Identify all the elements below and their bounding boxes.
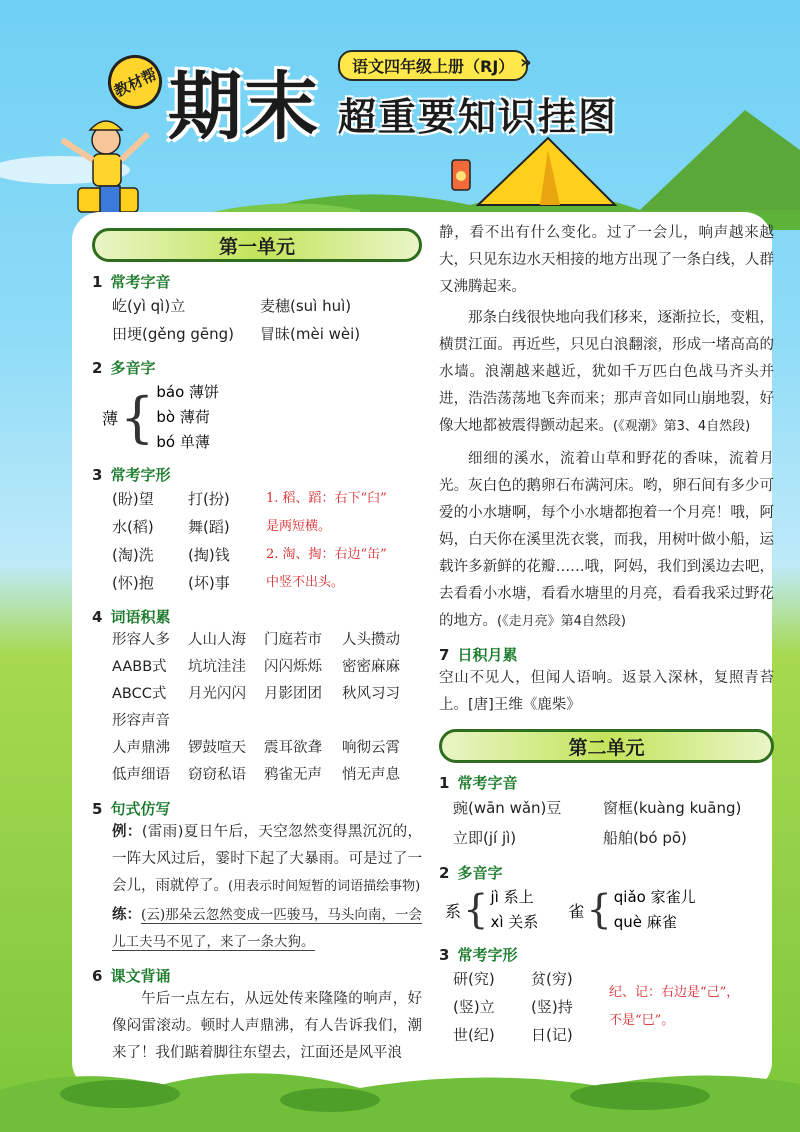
note-block xyxy=(609,979,739,1049)
vocab-cell: ABCC式 xyxy=(112,686,167,702)
note-line: 是两短横。 xyxy=(266,519,332,534)
list-item xyxy=(112,292,422,320)
glyph-item: 世(纪) xyxy=(453,1026,495,1044)
paragraph-text: 细细的溪水，流着山草和野花的香味，流着月光。灰白色的鹅卵石布满河床。哟，卵石间有多少可爱的小水塘啊，每个小水塘都抱着一个月亮！哦，阿妈，白天你在溪里洗衣裳，而我，用树叶做小船，运载许多新鲜的花瓣……哦，阿妈，我们到溪边去吧，去看看小水塘，看看水塘里的月亮，看看我采过野花的地方。 xyxy=(439,451,774,629)
section-heading xyxy=(92,798,422,819)
vocab-cell: 闪闪烁烁 xyxy=(264,659,322,675)
section-heading xyxy=(92,357,422,378)
list-item xyxy=(453,823,774,853)
pronunciation-item: 冒昧(mèi wèi) xyxy=(260,325,361,343)
section-heading xyxy=(92,606,422,627)
vocab-cell: 锣鼓喧天 xyxy=(188,740,246,756)
content-panel xyxy=(72,212,772,1090)
recitation-paragraph xyxy=(439,305,774,440)
vocab-cell: 形容声音 xyxy=(112,713,170,729)
poem-text: 空山不见人，但闻人语响。返景入深林，复照青苔上。[唐]王维《鹿柴》 xyxy=(439,670,774,713)
glyph-item: (盼)望 xyxy=(112,490,154,508)
section-title: 课文背诵 xyxy=(110,967,171,985)
example-note: (用表示时间短暂的词语描绘事物) xyxy=(228,879,421,894)
chevron-right-icon: » xyxy=(520,52,532,73)
section-number: 2 xyxy=(92,358,103,377)
section-number: 4 xyxy=(92,607,103,626)
pronunciation-item: 豌(wān wǎn)豆 xyxy=(453,799,562,817)
recitation-paragraph: 午后一点左右，从远处传来隆隆的响声，好像闷雷滚动。顿时人声鼎沸，有人告诉我们，潮来了！我们踮着脚往东望去，江面还是风平浪 xyxy=(112,991,422,1061)
grass-decor xyxy=(0,1060,800,1132)
vocab-cell: 月光闪闪 xyxy=(188,686,246,702)
section-title: 多音字 xyxy=(457,864,503,882)
section-number: 7 xyxy=(439,645,450,664)
mountain-right xyxy=(640,110,800,210)
polyphone-row xyxy=(445,883,774,935)
brace-icon: { xyxy=(120,385,155,449)
vocab-cell: 人山人海 xyxy=(188,632,246,648)
section-number: 6 xyxy=(92,966,103,985)
note-block xyxy=(266,485,387,597)
vocab-cell: 震耳欲聋 xyxy=(264,740,322,756)
section-title: 日积月累 xyxy=(457,646,518,664)
list-item xyxy=(453,793,774,823)
section-number: 5 xyxy=(92,799,103,818)
vocab-cell: 低声细语 xyxy=(112,767,170,783)
practice-paragraph xyxy=(112,902,422,956)
vocab-cell: 人声鼎沸 xyxy=(112,740,170,756)
brace-icon: { xyxy=(586,887,612,933)
glyph-item: (竖)立 xyxy=(453,998,495,1016)
list-item: què 麻雀 xyxy=(613,913,677,931)
vocab-cell: AABB式 xyxy=(112,659,167,675)
section-heading xyxy=(92,271,422,292)
vocab-cell: 形容人多 xyxy=(112,632,170,648)
vocab-cell: 悄无声息 xyxy=(342,767,400,783)
section-number: 3 xyxy=(439,945,450,964)
example-label: 例： xyxy=(112,824,142,840)
vocab-cell: 秋风习习 xyxy=(342,686,400,702)
page-title: 期末 xyxy=(168,64,320,150)
list-item: xì 关系 xyxy=(490,913,539,931)
vocab-cell: 密密麻麻 xyxy=(342,659,400,675)
note-line: 1. 稻、蹈：右下“臼” xyxy=(266,491,387,506)
list-item: bò 薄荷 xyxy=(156,408,210,426)
pronunciation-item: 立即(jí jì) xyxy=(453,829,517,847)
section-title: 常考字形 xyxy=(110,466,171,484)
example-text: (雷雨)夏日午后，天空忽然变得黑沉沉的，一阵大风过后，霎时下起了大暴雨。可是过了一会儿，雨就停了。 xyxy=(112,824,423,894)
glyph-item: 贫(穷) xyxy=(531,970,573,988)
polyphone-group xyxy=(568,885,695,935)
section-title: 常考字音 xyxy=(457,774,518,792)
practice-label: 练： xyxy=(112,907,142,923)
glyph-item: (淘)洗 xyxy=(112,546,154,564)
section-heading xyxy=(439,772,774,793)
paragraph-text: 那条白线很快地向我们移来，逐渐拉长，变粗，横贯江面。再近些，只见白浪翻滚，形成一堵高高的水墙。浪潮越来越近，犹如千万匹白色战马齐头并进，浩浩荡荡地飞奔而来；那声音如同山崩地裂，好像大地都被震得颤动起来。 xyxy=(439,310,774,434)
note-line: 2. 淘、掏：右边“缶” xyxy=(266,547,387,562)
section-title: 句式仿写 xyxy=(110,800,171,818)
source-note: (《观潮》第3、4自然段) xyxy=(613,419,751,434)
unit1-banner: 第一单元 xyxy=(92,228,422,262)
section-number: 1 xyxy=(92,272,103,291)
glyph-item: 研(究) xyxy=(453,970,495,988)
glyph-item: 日(记) xyxy=(531,1026,573,1044)
polyphone-group xyxy=(445,885,538,935)
vocab-cell: 鸦雀无声 xyxy=(264,767,322,783)
note-line: 中竖不出头。 xyxy=(266,575,345,590)
section-title: 词语积累 xyxy=(110,608,171,626)
pronunciation-item: 窗框(kuàng kuāng) xyxy=(603,799,742,817)
list-item: bó 单薄 xyxy=(156,433,210,451)
brace-icon: { xyxy=(463,887,489,933)
right-column xyxy=(439,220,774,1049)
vocab-cell: 月影团团 xyxy=(264,686,322,702)
polyphone-group xyxy=(102,380,422,455)
section-number: 1 xyxy=(439,773,450,792)
section-title: 常考字形 xyxy=(457,946,518,964)
glyph-item: (坏)事 xyxy=(188,574,230,592)
glyph-item: (竖)持 xyxy=(531,998,573,1016)
polyphone-char: 雀 xyxy=(568,901,585,921)
section-number: 2 xyxy=(439,863,450,882)
vocab-cell: 响彻云霄 xyxy=(342,740,400,756)
recitation-paragraph: 静，看不出有什么变化。过了一会儿，响声越来越大，只见东边水天相接的地方出现了一条白线，人群又沸腾起来。 xyxy=(439,225,774,295)
recitation-paragraph xyxy=(439,446,774,635)
vocab-cell: 人头攒动 xyxy=(342,632,400,648)
badge-logo: 教材帮 xyxy=(99,46,171,118)
source-note: (《走月亮》第4自然段) xyxy=(497,614,626,629)
section-number: 3 xyxy=(92,465,103,484)
vocab-table xyxy=(112,627,422,789)
section-title: 常考字音 xyxy=(110,273,171,291)
vocab-cell: 窃窃私语 xyxy=(188,767,246,783)
glyph-item: (怀)抱 xyxy=(112,574,154,592)
unit2-banner: 第二单元 xyxy=(439,729,774,763)
vocab-cell: 坑坑洼洼 xyxy=(188,659,246,675)
pronunciation-item: 田埂(gěng gēng) xyxy=(112,325,235,343)
list-item xyxy=(112,320,422,348)
page-subtitle: 超重要知识挂图 xyxy=(338,95,619,139)
left-column xyxy=(92,212,422,1067)
glyph-item: 水(稻) xyxy=(112,518,154,536)
glyph-block xyxy=(112,485,422,597)
glyph-item: 舞(蹈) xyxy=(188,518,230,536)
note-line: 纪、记：右边是“己”， xyxy=(609,985,740,1000)
practice-text: (云)那朵云忽然变成一匹骏马，马头向南，一会儿工夫马不见了，来了一条大狗。 xyxy=(112,907,422,950)
vocab-cell: 门庭若市 xyxy=(264,632,322,648)
list-item: jì 系上 xyxy=(490,888,534,906)
pronunciation-item: 船舶(bó pō) xyxy=(603,829,687,847)
section-heading xyxy=(439,862,774,883)
polyphone-lines xyxy=(156,380,219,455)
pronunciation-item: 屹(yì qì)立 xyxy=(112,297,186,315)
list-item: qiǎo 家雀儿 xyxy=(613,888,696,906)
section-heading xyxy=(92,464,422,485)
polyphone-char: 薄 xyxy=(102,409,119,428)
section-heading xyxy=(92,965,422,986)
subject-label: 语文四年级上册（RJ） xyxy=(338,50,528,81)
glyph-item: 打(扮) xyxy=(188,490,230,508)
section-title: 多音字 xyxy=(110,359,156,377)
note-line: 不是“巳”。 xyxy=(609,1013,675,1028)
section-heading xyxy=(439,644,774,665)
section-heading xyxy=(439,944,774,965)
glyph-block xyxy=(453,965,774,1049)
pronunciation-item: 麦穗(suì huì) xyxy=(260,297,352,315)
example-paragraph xyxy=(112,819,422,900)
list-item: báo 薄饼 xyxy=(156,383,220,401)
glyph-item: (掏)钱 xyxy=(188,546,230,564)
polyphone-char: 系 xyxy=(445,901,462,921)
